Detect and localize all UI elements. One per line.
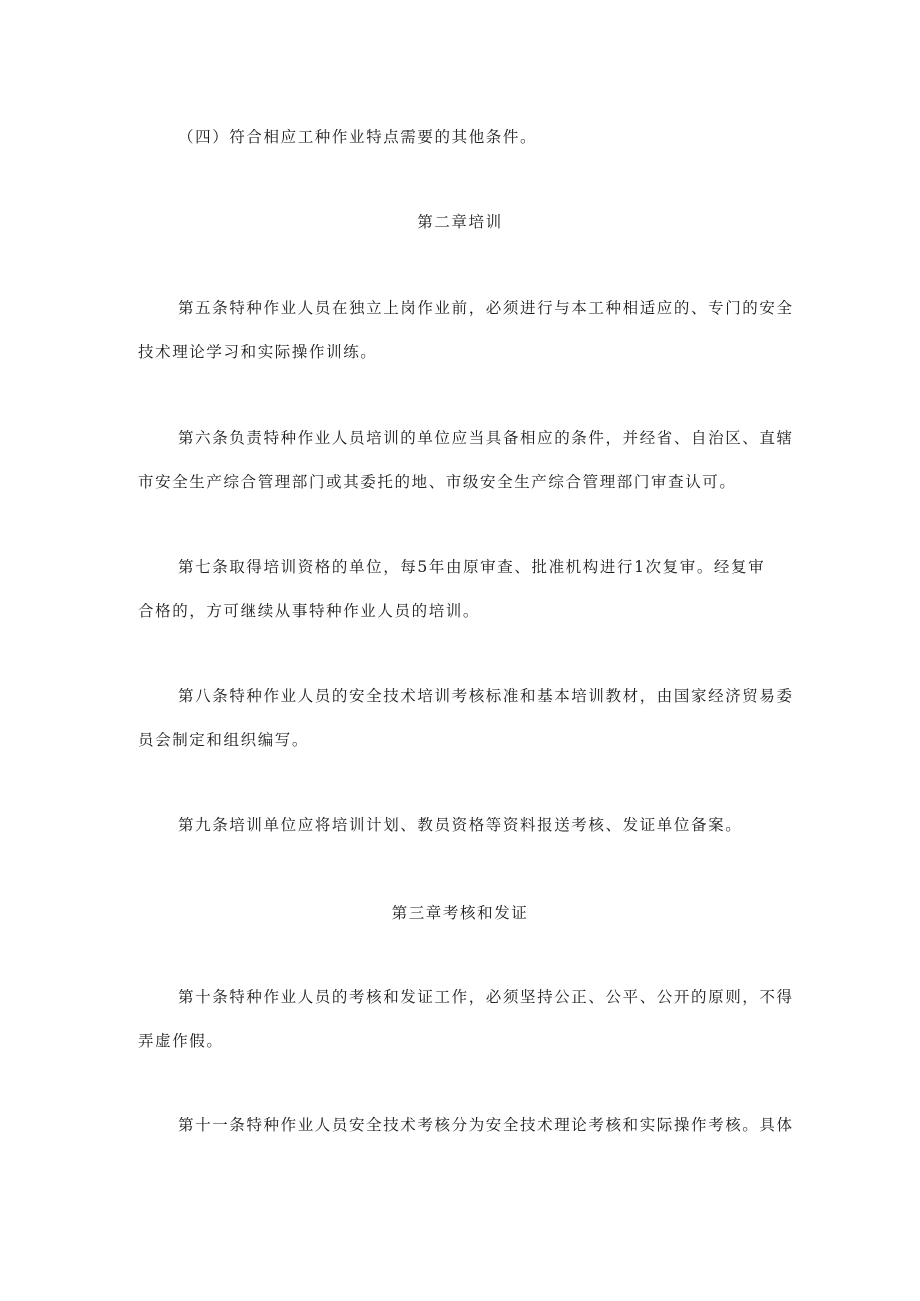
paragraph-line: 第十一条特种作业人员安全技术考核分为安全技术理论考核和实际操作考核。具体: [178, 1116, 794, 1134]
paragraph-line: 员会制定和组织编写。: [138, 731, 310, 749]
paragraph-line: 第九条培训单位应将培训计划、教员资格等资料报送考核、发证单位备案。: [178, 816, 743, 834]
paragraph-article-7: [138, 545, 788, 633]
paragraph-article-5: [138, 286, 794, 374]
chapter-heading-assessment: 第三章考核和发证: [391, 904, 529, 922]
paragraph-article-6: [138, 416, 794, 504]
paragraph-line: 市安全生产综合管理部门或其委托的地、市级安全生产综合管理部门审查认可。: [138, 473, 737, 491]
paragraph-article-8: [138, 674, 794, 762]
paragraph-article-11: [138, 1103, 794, 1147]
paragraph-line: 第十条特种作业人员的考核和发证工作，必须坚持公正、公平、公开的原则，不得: [178, 988, 794, 1006]
paragraph-line: （四）符合相应工种作业特点需要的其他条件。: [178, 128, 538, 146]
paragraph-line: 第八条特种作业人员的安全技术培训考核标准和基本培训教材，由国家经济贸易委: [178, 687, 794, 705]
paragraph-line: 第六条负责特种作业人员培训的单位应当具备相应的条件，并经省、自治区、直辖: [178, 429, 794, 447]
paragraph-condition-4: [138, 115, 788, 159]
paragraph-line: 合格的，方可继续从事特种作业人员的培训。: [138, 602, 481, 620]
paragraph-line: 技术理论学习和实际操作训练。: [138, 343, 378, 361]
paragraph-line: 第七条取得培训资格的单位，每5年由原审查、批准机构进行1次复审。经复审: [178, 558, 766, 576]
paragraph-article-9: [138, 803, 788, 847]
paragraph-line: 第五条特种作业人员在独立上岗作业前，必须进行与本工种相适应的、专门的安全: [178, 299, 794, 317]
chapter-heading-training: 第二章培训: [417, 213, 503, 231]
paragraph-article-10: [138, 975, 794, 1063]
paragraph-line: 弄虚作假。: [138, 1032, 224, 1050]
